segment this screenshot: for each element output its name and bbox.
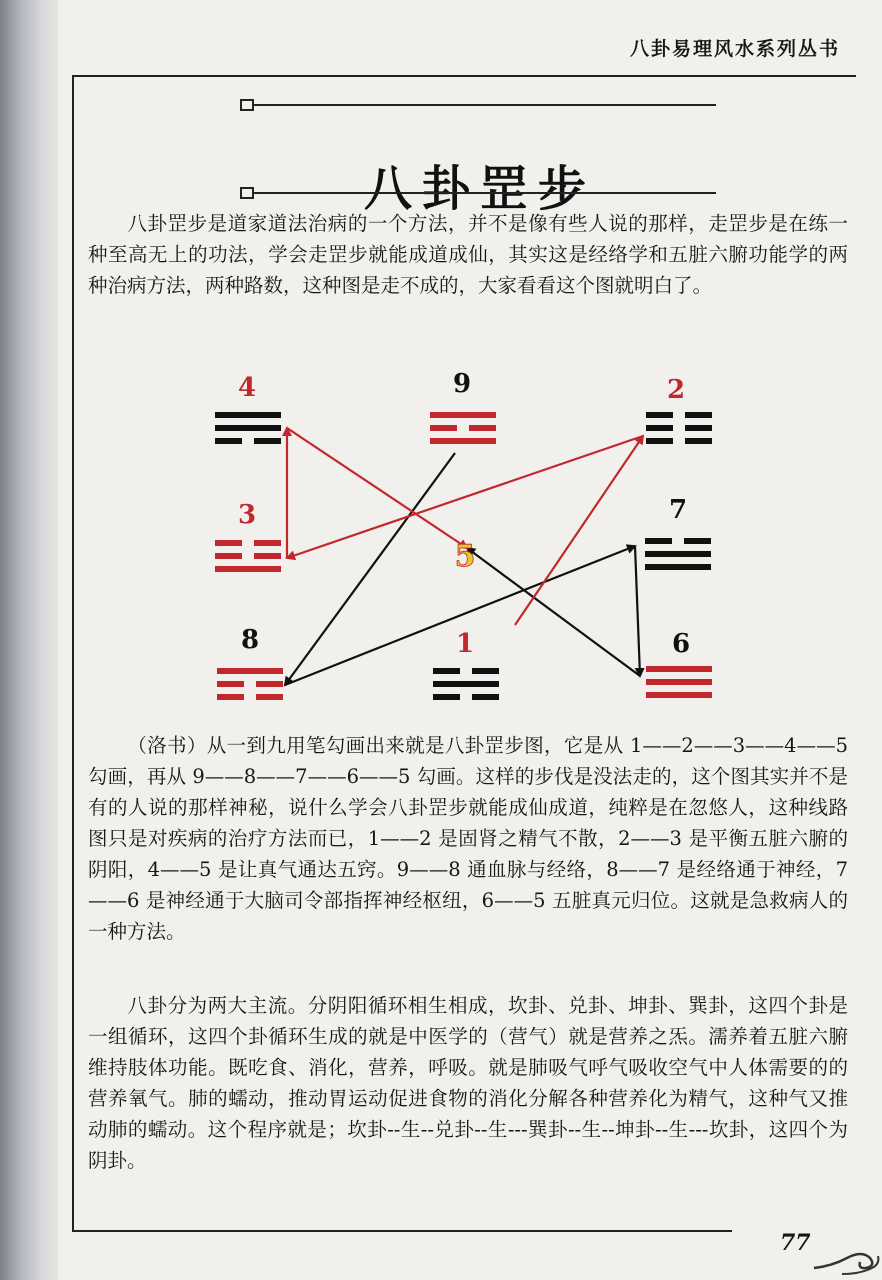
yin-line-segment [256, 694, 283, 700]
yang-line [646, 692, 712, 698]
cloud-swirl-ornament [812, 1238, 882, 1278]
intro-paragraph-text: 八卦罡步是道家道法治病的一个方法，并不是像有些人说的那样，走罡步是在练一种至高无上的功法，学会走罡步就能成道成仙，其实这是经络学和五脏六腑功能学的两种治病方法，两种路数，这种图是走不成的，大家看看这个图就明白了。 [88, 212, 848, 297]
yin-line-segment [472, 694, 499, 700]
yin-line-segment [433, 668, 460, 674]
yang-line [645, 551, 711, 557]
node-number-1: 1 [455, 629, 475, 659]
node-number-8: 8 [240, 625, 260, 655]
book-binding [0, 0, 58, 1280]
red-path-segment-4-to-5 [287, 428, 467, 548]
yin-line-segment [472, 668, 499, 674]
margin-rule [72, 75, 74, 1230]
bagua-flow-paragraph [88, 990, 848, 1176]
node-number-9: 9 [452, 370, 472, 399]
yang-line [215, 412, 281, 418]
yang-line [215, 425, 281, 431]
yin-line-segment [646, 438, 673, 444]
yin-line-segment [469, 425, 496, 431]
intro-paragraph [88, 208, 848, 301]
page-number: 77 [780, 1230, 811, 1256]
yin-line-segment [254, 540, 281, 546]
yang-line [646, 679, 712, 685]
yin-line-segment [685, 412, 712, 418]
yin-line-segment [254, 438, 281, 444]
trigram-node-5 [455, 539, 476, 574]
trigram-node-4 [215, 373, 281, 444]
bagua-gangbu-diagram [185, 370, 745, 715]
trigram-node-6 [646, 629, 712, 698]
trigram-node-9 [430, 370, 496, 444]
yang-line [646, 666, 712, 672]
header-rule [72, 75, 856, 77]
yang-line [215, 566, 281, 572]
trigram-node-1 [433, 629, 499, 700]
red-path-segment-1-to-2 [515, 436, 643, 625]
yin-line-segment [685, 425, 712, 431]
yin-line-segment [433, 694, 460, 700]
trigram-node-8 [217, 625, 283, 700]
bagua-flow-paragraph-text: 八卦分为两大主流。分阴阳循环相生相成，坎卦、兑卦、坤卦、巽卦，这四个卦是一组循环，这四个卦循环生成的就是中医学的（营气）就是营养之炁。濡养着五脏六腑维持肢体功能。既吃食、消化，营养，呼吸。就是肺吸气呼气吸收空气中人体需要的的营养氧气。肺的蠕动，推动胃运动促进食物的消化分解各种营养化为精气，这种气又推动肺的蠕动。这个程序就是；坎卦--生--兑卦--生---巽卦--生--坤卦--生---坎卦，这四个为阴卦。 [88, 994, 848, 1172]
yang-line [433, 681, 499, 687]
yin-line-segment [646, 425, 673, 431]
yin-line-segment [217, 681, 244, 687]
series-title: 八卦易理风水系列丛书 [629, 38, 840, 60]
trigram-node-3 [215, 500, 281, 572]
title-ornament-top [240, 99, 716, 113]
yin-line-segment [685, 438, 712, 444]
yin-line-segment [256, 681, 283, 687]
title-ornament-bottom [240, 187, 716, 201]
yin-line-segment [215, 438, 242, 444]
yin-line-segment [430, 425, 457, 431]
node-number-6: 6 [671, 629, 691, 659]
node-number-4: 4 [237, 373, 257, 403]
trigram-node-7 [645, 495, 711, 570]
footer-rule [72, 1230, 732, 1232]
yang-line [217, 668, 283, 674]
trigram-nodes [215, 370, 712, 700]
yin-line-segment [215, 553, 242, 559]
yin-line-segment [684, 538, 711, 544]
trigram-node-2 [646, 375, 712, 444]
luoshu-paragraph [88, 730, 848, 947]
black-path-segment-7-to-6 [635, 546, 640, 676]
yin-line-segment [254, 553, 281, 559]
yin-line-segment [217, 694, 244, 700]
yin-line-segment [646, 412, 673, 418]
page-title: 八卦罡步 [363, 161, 596, 218]
yin-line-segment [645, 538, 672, 544]
yang-line [645, 564, 711, 570]
luoshu-paragraph-text: （洛书）从一到九用笔勾画出来就是八卦罡步图，它是从 1——2——3——4——5 勾画，再从 9——8——7——6——5 勾画。这样的步伐是没法走的，这个图其实并不是有的人说的那样神秘，说什么学会八卦罡步就能成仙成道，纯粹是在忽悠人，这种线路图只是对疾病的治疗方法而已，1——2 是固肾之精气不散，2——3 是平衡五脏六腑的阴阳，4——5 是让真气通达五窍。9——8 通血脉与经络，8——7 是经络通于神经，7——6 是神经通于大脑司令部指挥神经枢纽，6——5 五脏真元归位。这就是急救病人的一种方法。 [88, 734, 848, 943]
node-number-2: 2 [666, 375, 686, 405]
node-number-7: 7 [668, 495, 688, 525]
yin-line-segment [215, 540, 242, 546]
yang-line [430, 412, 496, 418]
node-number-3: 3 [237, 500, 257, 530]
yang-line [430, 438, 496, 444]
node-number-5: 5 [454, 539, 476, 574]
